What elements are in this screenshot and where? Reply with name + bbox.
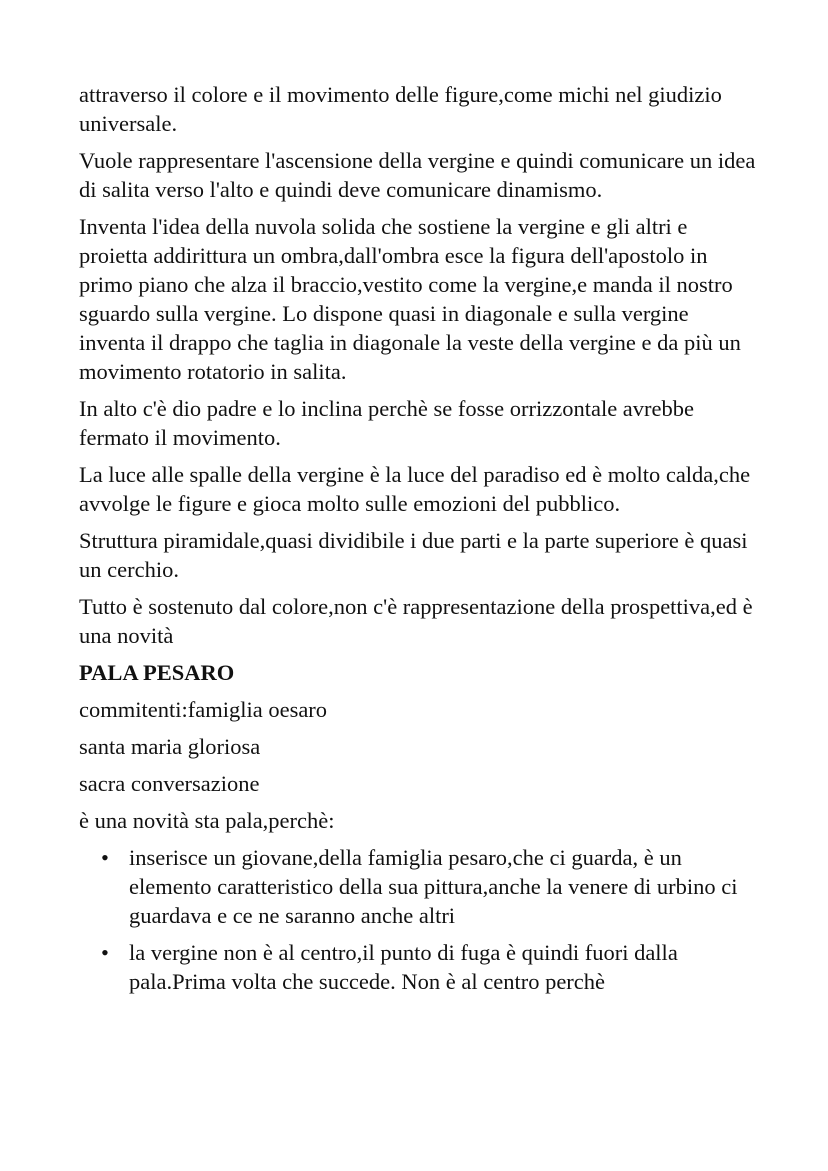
novelty-intro-line: è una novità sta pala,perchè:	[79, 808, 335, 833]
list-item	[79, 843, 759, 930]
body-paragraph-4: In alto c'è dio padre e lo inclina perchè se fosse orrizzontale avrebbe fermato il movimento.	[79, 396, 695, 450]
body-paragraph-1: attraverso il colore e il movimento delle figure,come michi nel giudizio universale.	[79, 82, 722, 136]
list-item-text: la vergine non è al centro,il punto di fuga è quindi fuori dalla pala.Prima volta che succede. Non è al centro perchè	[129, 940, 678, 994]
body-paragraph-3: Inventa l'idea della nuvola solida che sostiene la vergine e gli altri e proietta addirittura un ombra,dall'ombra esce la figura dell'apostolo in primo piano che alza il braccio,vestito come la vergine,e manda il nostro sguardo sulla vergine. Lo dispone quasi in diagonale e sulla vergine inventa il drappo che taglia in diagonale la veste della vergine e da più un movimento rotatorio in salita.	[79, 214, 741, 384]
list-item-text: inserisce un giovane,della famiglia pesaro,che ci guarda, è un elemento caratteristico della sua pittura,anche la venere di urbino ci guardava e ce ne saranno anche altri	[129, 845, 738, 928]
body-paragraph-5: La luce alle spalle della vergine è la luce del paradiso ed è molto calda,che avvolge le figure e gioca molto sulle emozioni del pubblico.	[79, 462, 751, 516]
document-page	[79, 80, 759, 1004]
list-item	[79, 938, 759, 996]
section-heading: PALA PESARO	[79, 660, 235, 685]
location-line: santa maria gloriosa	[79, 734, 261, 759]
body-paragraph-6: Struttura piramidale,quasi dividibile i due parti e la parte superiore è quasi un cerchio.	[79, 528, 748, 582]
commissioners-line: commitenti:famiglia oesaro	[79, 697, 328, 722]
body-paragraph-2: Vuole rappresentare l'ascensione della vergine e quindi comunicare un idea di salita verso l'alto e quindi deve comunicare dinamismo.	[79, 148, 756, 202]
subject-line: sacra conversazione	[79, 771, 260, 796]
body-paragraph-7: Tutto è sostenuto dal colore,non c'è rappresentazione della prospettiva,ed è una novità	[79, 594, 753, 648]
bullet-icon: •	[101, 845, 109, 870]
bullet-list	[79, 843, 759, 996]
bullet-icon: •	[101, 940, 109, 965]
